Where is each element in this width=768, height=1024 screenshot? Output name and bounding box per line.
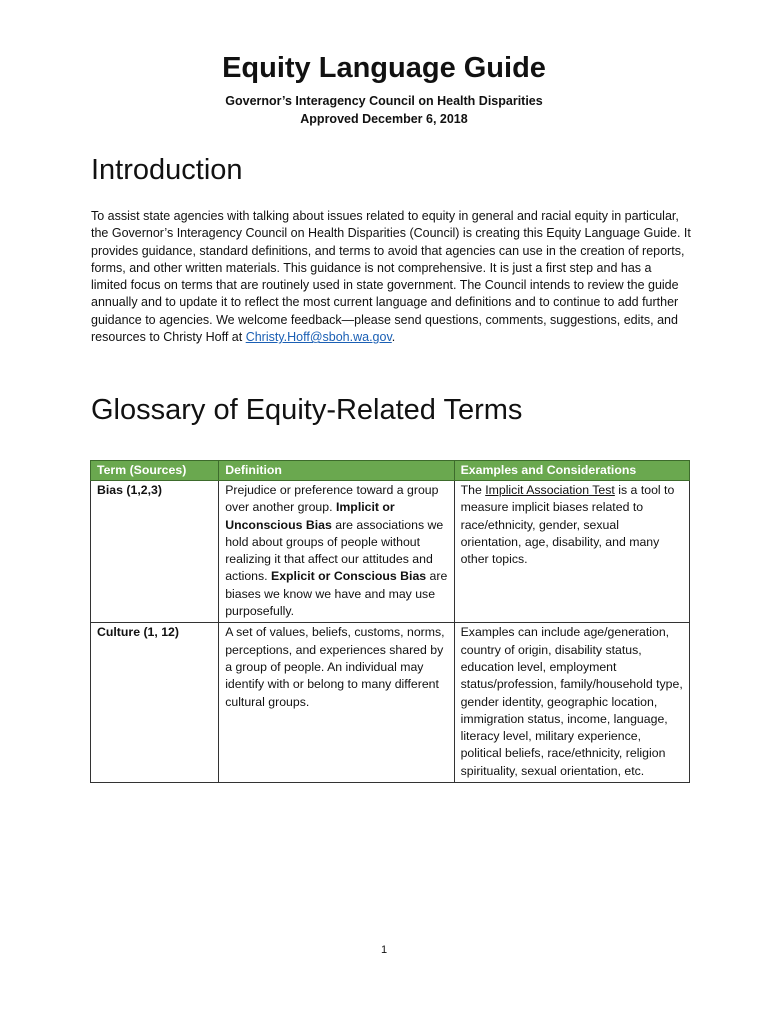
introduction-heading: Introduction (91, 154, 243, 186)
table-row (91, 481, 690, 623)
table-row (91, 623, 690, 783)
introduction-body-text: To assist state agencies with talking about issues related to equity in general and racial equity in particular, the Governor’s Interagency Council on Health Disparities (Council) is creating this Equity Language Guide. It provides guidance, standard definitions, and terms to avoid that agencies can use in the creation of reports, forms, and other written materials. This guidance is not comprehensive. It is just a first step and has a limited focus on terms that are routinely used in state government. The Council intends to review the guide annually and to update it to reflect the most current language and definitions and to continue to add further guidance to agencies. We welcome feedback—please send questions, comments, suggestions, edits, and resources to Christy Hoff at (91, 209, 691, 345)
definition-text: Prejudice or preference toward a group over another group. (225, 483, 439, 515)
definition-bold-term: Implicit or Unconscious Bias (225, 500, 395, 532)
examples-cell-culture: Examples can include age/generation, country of origin, disability status, education level, employment status/profession, family/household type, gender identity, geographic location, immigration status, income, language, literacy level, military experience, political beliefs, race/ethnicity, religion spirituality, sexual orientation, etc. (454, 623, 689, 783)
definition-bold-term: Explicit or Conscious Bias (271, 569, 427, 584)
examples-text: The (460, 483, 486, 497)
definition-text: are associations we hold about groups of people without realizing it that affect our attitudes and actions. (225, 517, 444, 584)
column-header-definition: Definition (219, 461, 454, 481)
glossary-heading: Glossary of Equity-Related Terms (91, 394, 523, 426)
implicit-association-test-link[interactable]: Implicit Association Test (485, 483, 615, 497)
document-subtitle-council: Governor’s Interagency Council on Health Disparities (225, 94, 543, 108)
definition-cell-bias (219, 481, 454, 623)
examples-text: is a tool to measure implicit biases related to race/ethnicity, gender, sexual orientation, age, disability, and many other topics. (460, 483, 675, 567)
examples-cell-bias (454, 481, 689, 623)
document-subtitle-approval-date: Approved December 6, 2018 (300, 112, 468, 126)
definition-text: are biases we know we have and may use purposefully. (225, 569, 448, 619)
document-title: Equity Language Guide (222, 52, 546, 84)
term-cell-bias: Bias (1,2,3) (91, 481, 219, 623)
introduction-period: . (391, 330, 396, 345)
introduction-paragraph (91, 208, 691, 346)
table-header-row (91, 461, 690, 481)
column-header-examples: Examples and Considerations (454, 461, 689, 481)
column-header-term: Term (Sources) (91, 461, 219, 481)
term-cell-culture: Culture (1, 12) (91, 623, 219, 783)
contact-email-link[interactable]: Christy.Hoff@sboh.wa.gov (245, 330, 392, 345)
definition-cell-culture: A set of values, beliefs, customs, norms, perceptions, and experiences shared by a group of people. An individual may identify with or belong to many different cultural groups. (219, 623, 454, 783)
glossary-table (90, 460, 690, 783)
page-number: 1 (380, 944, 388, 956)
